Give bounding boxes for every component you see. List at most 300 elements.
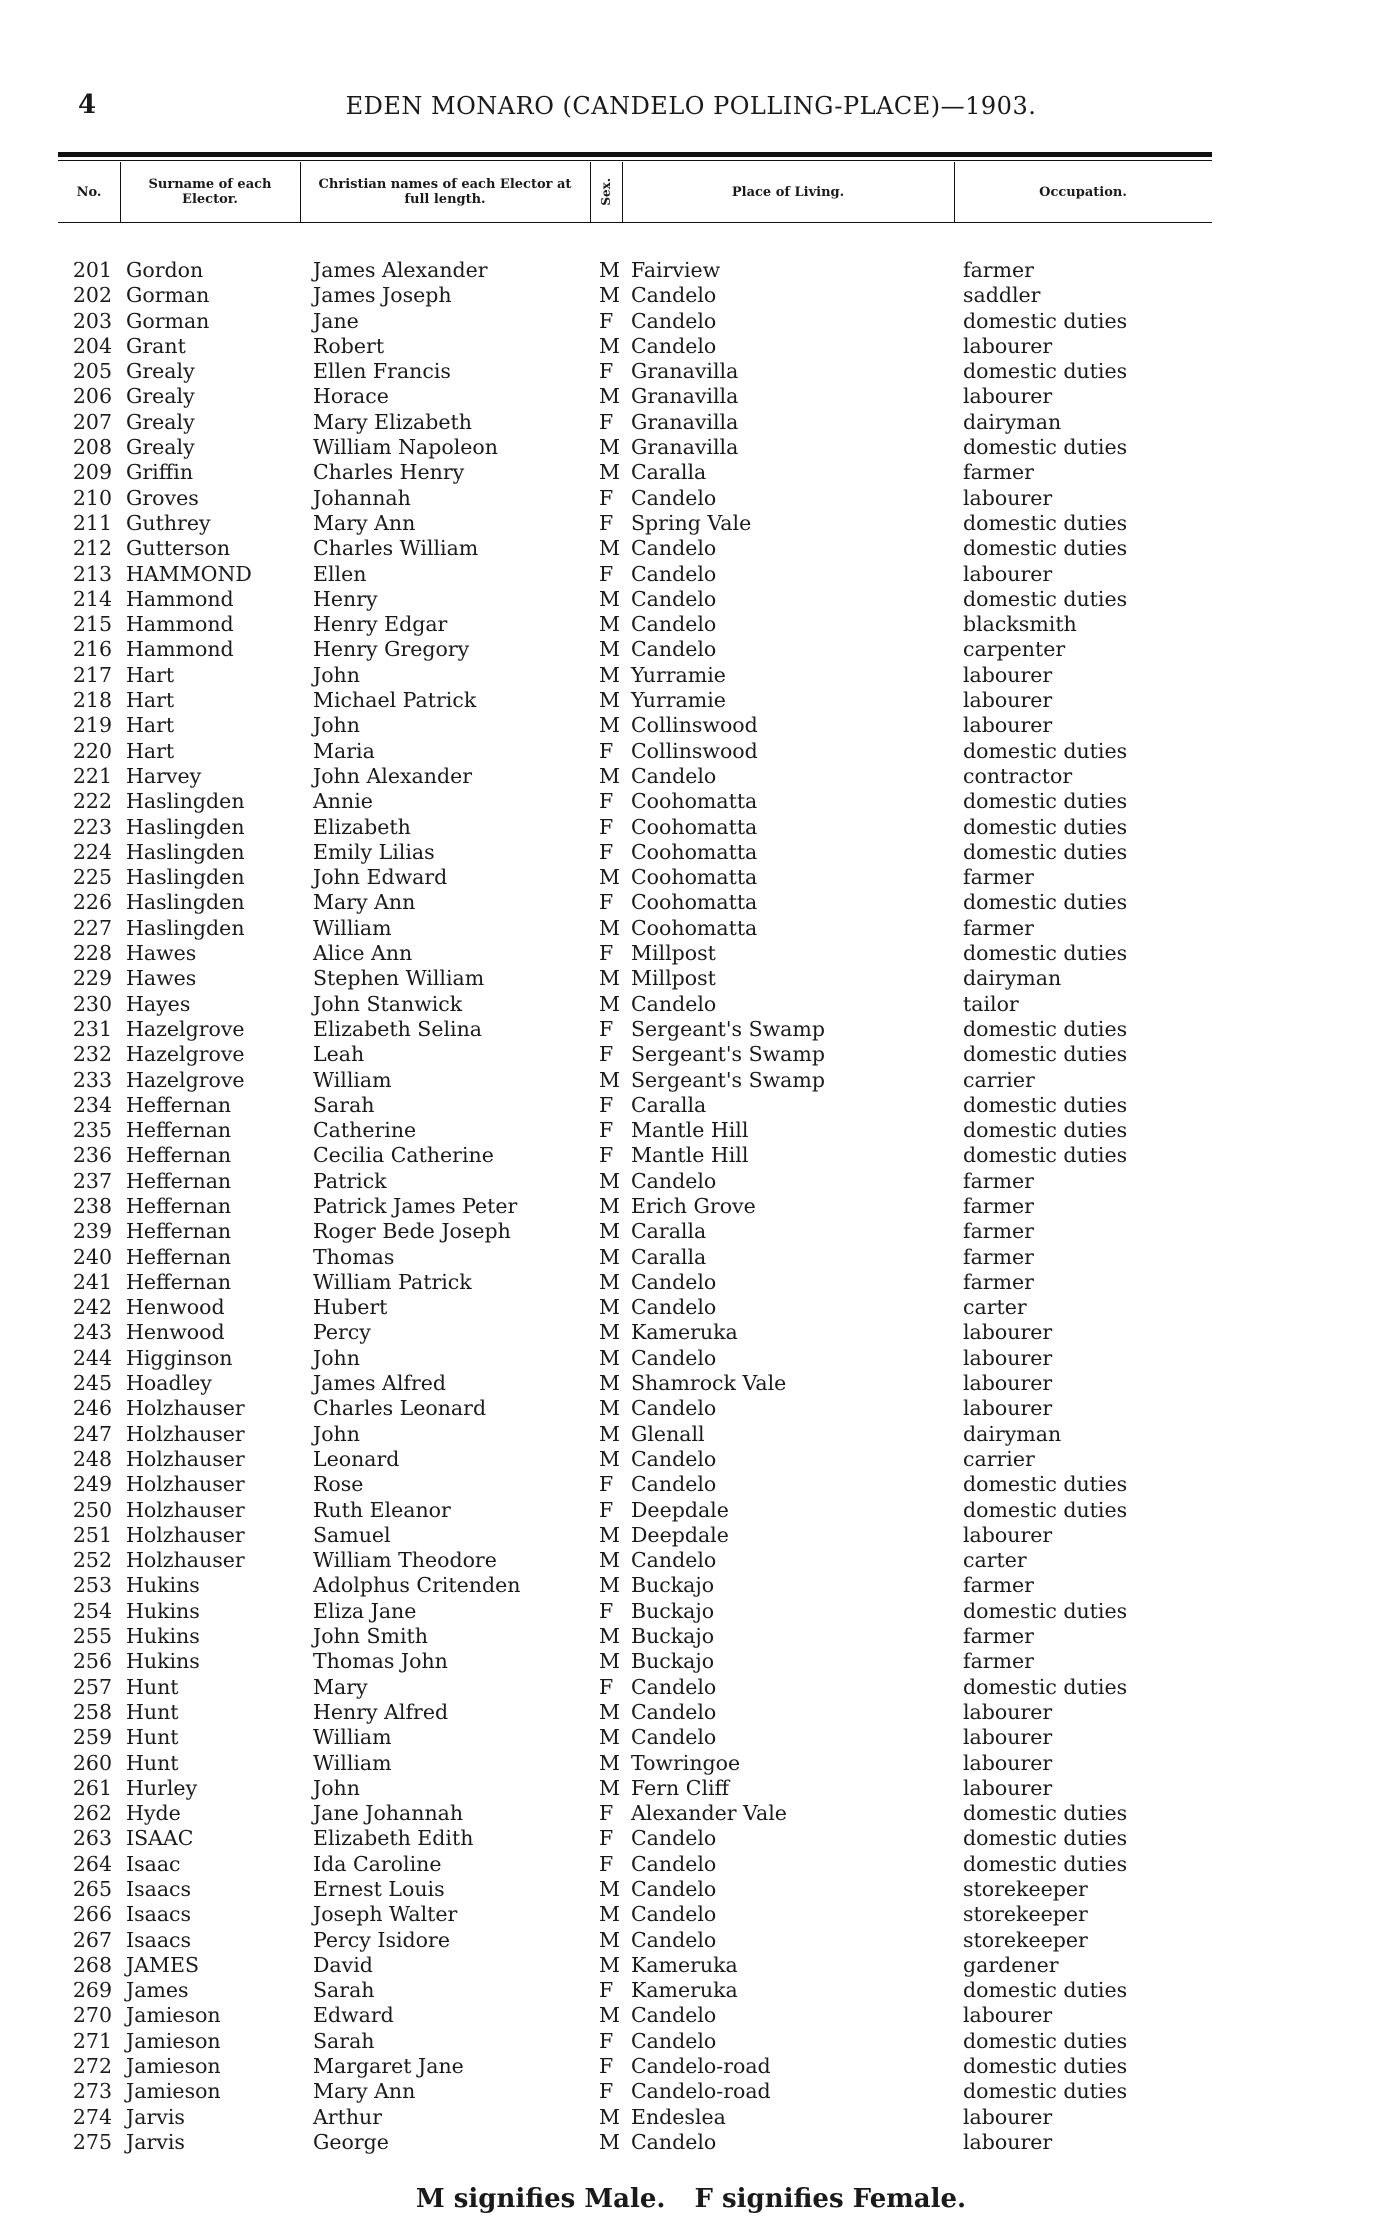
elector-surname: Holzhauser: [126, 1446, 245, 1471]
elector-occupation: labourer: [963, 384, 1053, 409]
elector-christian-names: James Alexander: [313, 258, 488, 282]
elector-number: 275: [72, 2129, 112, 2154]
elector-number: 201: [72, 258, 112, 282]
elector-sex: F: [599, 738, 614, 763]
elector-number: 239: [72, 1219, 112, 1244]
elector-christian-names: Elizabeth Selina: [313, 1016, 483, 1041]
elector-occupation: saddler: [963, 283, 1041, 308]
elector-number: 216: [72, 637, 112, 662]
elector-christian-names: Percy: [313, 1320, 371, 1345]
elector-sex: M: [599, 1649, 620, 1674]
elector-place: Alexander Vale: [631, 1801, 787, 1826]
table-row: [58, 2105, 1212, 2130]
table-row: [58, 587, 1212, 612]
table-row: [58, 663, 1212, 688]
elector-number: 211: [72, 510, 112, 535]
elector-christian-names: Margaret Jane: [313, 2054, 464, 2079]
elector-christian-names: Thomas John: [313, 1649, 448, 1674]
table-row: [58, 1852, 1212, 1877]
elector-number: 245: [72, 1371, 112, 1396]
elector-christian-names: Emily Lilias: [313, 839, 435, 864]
elector-surname: Harvey: [126, 763, 202, 788]
table-row: [58, 1472, 1212, 1497]
elector-occupation: gardener: [963, 1952, 1059, 1977]
elector-number: 231: [72, 1016, 112, 1041]
elector-sex: M: [599, 1371, 620, 1396]
elector-sex: M: [599, 283, 620, 308]
elector-christian-names: Leah: [313, 1042, 365, 1067]
elector-christian-names: Charles Leonard: [313, 1396, 487, 1421]
elector-place: Sergeant's Swamp: [631, 1042, 825, 1067]
elector-christian-names: Charles William: [313, 536, 479, 561]
table-row: [58, 435, 1212, 460]
elector-sex: M: [599, 865, 620, 890]
elector-place: Endeslea: [631, 2104, 726, 2129]
elector-sex: M: [599, 384, 620, 409]
elector-occupation: domestic duties: [963, 2079, 1128, 2104]
elector-occupation: domestic duties: [963, 1826, 1128, 1851]
elector-surname: Holzhauser: [126, 1472, 245, 1497]
elector-sex: M: [599, 1168, 620, 1193]
elector-place: Erich Grove: [631, 1193, 756, 1218]
elector-occupation: labourer: [963, 1522, 1053, 1547]
elector-surname: Hunt: [126, 1725, 179, 1750]
elector-surname: Jamieson: [126, 2054, 221, 2079]
elector-christian-names: Ida Caroline: [313, 1851, 442, 1876]
elector-number: 267: [72, 1927, 112, 1952]
elector-place: Candelo: [631, 1548, 717, 1573]
elector-number: 230: [72, 991, 112, 1016]
elector-surname: Gorman: [126, 283, 210, 308]
table-row: [58, 1675, 1212, 1700]
elector-sex: M: [599, 1927, 620, 1952]
elector-number: 251: [72, 1522, 112, 1547]
elector-place: Granavilla: [631, 384, 739, 409]
elector-number: 265: [72, 1877, 112, 1901]
elector-occupation: farmer: [963, 460, 1034, 485]
table-row: [58, 2054, 1212, 2079]
header-sex-label: Sex.: [598, 178, 613, 206]
table-row: [58, 1751, 1212, 1776]
elector-christian-names: Alice Ann: [313, 941, 413, 966]
elector-surname: Heffernan: [126, 1244, 232, 1269]
elector-surname: Holzhauser: [126, 1497, 245, 1522]
elector-number: 228: [72, 941, 112, 966]
elector-number: 237: [72, 1168, 112, 1193]
table-row: [58, 1169, 1212, 1194]
elector-number: 226: [72, 890, 112, 915]
elector-surname: Hawes: [126, 941, 197, 966]
elector-place: Kameruka: [631, 1978, 738, 2003]
elector-surname: JAMES: [126, 1952, 200, 1977]
elector-place: Candelo: [631, 1345, 717, 1370]
elector-number: 271: [72, 2028, 112, 2053]
elector-sex: M: [599, 763, 620, 788]
elector-place: Fern Cliff: [631, 1775, 730, 1800]
elector-christian-names: Leonard: [313, 1446, 400, 1471]
elector-sex: M: [599, 688, 620, 713]
elector-occupation: domestic duties: [963, 586, 1128, 611]
elector-occupation: farmer: [963, 1649, 1034, 1674]
table-row: [58, 1953, 1212, 1978]
header-rule-thin: [58, 160, 1212, 161]
elector-number: 233: [72, 1067, 112, 1092]
elector-christian-names: Adolphus Critenden: [313, 1573, 521, 1598]
elector-sex: F: [599, 1497, 614, 1522]
elector-sex: M: [599, 1345, 620, 1370]
elector-occupation: domestic duties: [963, 1598, 1128, 1623]
elector-number: 224: [72, 839, 112, 864]
elector-surname: Isaacs: [126, 1927, 192, 1952]
table-row: [58, 1194, 1212, 1219]
elector-number: 262: [72, 1801, 112, 1826]
elector-number: 263: [72, 1826, 112, 1851]
table-row: [58, 562, 1212, 587]
elector-occupation: domestic duties: [963, 1143, 1128, 1168]
elector-surname: Hart: [126, 738, 175, 763]
table-row: [58, 536, 1212, 561]
elector-surname: Higginson: [126, 1345, 233, 1370]
elector-occupation: labourer: [963, 1320, 1053, 1345]
elector-sex: M: [599, 637, 620, 662]
elector-sex: F: [599, 789, 614, 814]
elector-christian-names: Patrick James Peter: [313, 1193, 518, 1218]
table-row: [58, 916, 1212, 941]
elector-christian-names: William: [313, 1067, 392, 1092]
table-row: [58, 309, 1212, 334]
elector-number: 270: [72, 2003, 112, 2028]
table-row: [58, 1498, 1212, 1523]
elector-occupation: carpenter: [963, 637, 1066, 662]
sex-legend: [0, 2184, 1382, 2214]
table-row: [58, 1245, 1212, 1270]
elector-christian-names: Sarah: [313, 1978, 375, 2003]
elector-sex: F: [599, 1978, 614, 2003]
elector-christian-names: John: [313, 1421, 360, 1446]
elector-place: Spring Vale: [631, 510, 752, 535]
elector-surname: Hazelgrove: [126, 1067, 245, 1092]
elector-number: 207: [72, 409, 112, 434]
table-row: [58, 1902, 1212, 1927]
elector-surname: Hukins: [126, 1649, 200, 1674]
elector-surname: Heffernan: [126, 1219, 232, 1244]
elector-number: 272: [72, 2054, 112, 2079]
elector-place: Candelo: [631, 991, 717, 1016]
table-row: [58, 1573, 1212, 1598]
elector-place: Coohomatta: [631, 789, 758, 814]
elector-place: Candelo: [631, 2129, 717, 2154]
elector-number: 255: [72, 1624, 112, 1649]
elector-sex: M: [599, 966, 620, 991]
table-row: [58, 1346, 1212, 1371]
elector-occupation: storekeeper: [963, 1927, 1088, 1952]
table-row: [58, 1928, 1212, 1953]
elector-surname: Jarvis: [126, 2129, 185, 2154]
elector-number: 258: [72, 1699, 112, 1724]
elector-occupation: farmer: [963, 1573, 1034, 1598]
elector-place: Candelo: [631, 763, 717, 788]
elector-surname: Guthrey: [126, 510, 211, 535]
elector-occupation: farmer: [963, 1193, 1034, 1218]
elector-occupation: domestic duties: [963, 738, 1128, 763]
elector-place: Fairview: [631, 258, 721, 282]
elector-occupation: labourer: [963, 333, 1053, 358]
elector-surname: Grealy: [126, 435, 195, 460]
table-row: [58, 890, 1212, 915]
elector-place: Deepdale: [631, 1522, 729, 1547]
elector-place: Candelo: [631, 1396, 717, 1421]
elector-surname: Hoadley: [126, 1371, 212, 1396]
elector-occupation: domestic duties: [963, 1016, 1128, 1041]
elector-sex: M: [599, 1699, 620, 1724]
elector-christian-names: Samuel: [313, 1522, 391, 1547]
table-row: [58, 1978, 1212, 2003]
elector-christian-names: William: [313, 1725, 392, 1750]
header-occupation: Occupation.: [1039, 184, 1127, 200]
elector-christian-names: John: [313, 662, 360, 687]
elector-surname: Haslingden: [126, 814, 245, 839]
elector-surname: ISAAC: [126, 1826, 194, 1851]
elector-sex: F: [599, 890, 614, 915]
elector-sex: F: [599, 359, 614, 384]
elector-sex: F: [599, 2028, 614, 2053]
elector-place: Candelo: [631, 283, 717, 308]
elector-christian-names: Ernest Louis: [313, 1877, 445, 1901]
elector-surname: Hart: [126, 713, 175, 738]
elector-surname: Jarvis: [126, 2104, 185, 2129]
elector-place: Kameruka: [631, 1320, 738, 1345]
elector-surname: Holzhauser: [126, 1548, 245, 1573]
elector-sex: M: [599, 1446, 620, 1471]
elector-place: Sergeant's Swamp: [631, 1016, 825, 1041]
table-row: [58, 1523, 1212, 1548]
elector-sex: M: [599, 1573, 620, 1598]
elector-place: Candelo: [631, 1269, 717, 1294]
elector-sex: M: [599, 2129, 620, 2154]
table-row: [58, 283, 1212, 308]
elector-occupation: labourer: [963, 1699, 1053, 1724]
elector-surname: Gutterson: [126, 536, 231, 561]
elector-occupation: farmer: [963, 865, 1034, 890]
table-row: [58, 384, 1212, 409]
table-row: [58, 865, 1212, 890]
elector-sex: M: [599, 2104, 620, 2129]
elector-sex: F: [599, 409, 614, 434]
elector-sex: M: [599, 1952, 620, 1977]
elector-sex: F: [599, 1118, 614, 1143]
table-row: [58, 1017, 1212, 1042]
elector-number: 227: [72, 915, 112, 940]
elector-occupation: domestic duties: [963, 941, 1128, 966]
elector-surname: Grealy: [126, 359, 195, 384]
elector-sex: M: [599, 2003, 620, 2028]
elector-occupation: labourer: [963, 561, 1053, 586]
elector-surname: Hawes: [126, 966, 197, 991]
page-header: [0, 90, 1382, 130]
table-row: [58, 637, 1212, 662]
elector-surname: Griffin: [126, 460, 194, 485]
elector-place: Buckajo: [631, 1573, 715, 1598]
elector-occupation: farmer: [963, 1244, 1034, 1269]
elector-place: Candelo: [631, 1295, 717, 1320]
elector-place: Granavilla: [631, 359, 739, 384]
elector-occupation: domestic duties: [963, 2028, 1128, 2053]
elector-sex: F: [599, 814, 614, 839]
elector-sex: M: [599, 1320, 620, 1345]
elector-place: Candelo: [631, 1699, 717, 1724]
table-row: [58, 815, 1212, 840]
elector-place: Candelo: [631, 1168, 717, 1193]
elector-christian-names: Ellen: [313, 561, 367, 586]
elector-surname: Holzhauser: [126, 1522, 245, 1547]
elector-place: Candelo: [631, 1902, 717, 1927]
elector-place: Granavilla: [631, 435, 739, 460]
elector-sex: F: [599, 485, 614, 510]
elector-christian-names: Henry Alfred: [313, 1699, 449, 1724]
elector-christian-names: William: [313, 1750, 392, 1775]
table-row: [58, 1068, 1212, 1093]
table-row: [58, 258, 1212, 283]
table-row: [58, 1877, 1212, 1902]
elector-sex: F: [599, 1016, 614, 1041]
elector-christian-names: John: [313, 713, 360, 738]
elector-christian-names: Sarah: [313, 1092, 375, 1117]
elector-occupation: domestic duties: [963, 1851, 1128, 1876]
elector-occupation: labourer: [963, 713, 1053, 738]
elector-christian-names: Mary Ann: [313, 2079, 416, 2104]
elector-sex: F: [599, 1042, 614, 1067]
elector-sex: M: [599, 1548, 620, 1573]
elector-place: Coohomatta: [631, 814, 758, 839]
elector-christian-names: Eliza Jane: [313, 1598, 417, 1623]
table-row: [58, 992, 1212, 1017]
elector-surname: Heffernan: [126, 1092, 232, 1117]
elector-occupation: carrier: [963, 1067, 1035, 1092]
elector-surname: Jamieson: [126, 2079, 221, 2104]
elector-christian-names: Arthur: [313, 2104, 383, 2129]
elector-surname: Jamieson: [126, 2003, 221, 2028]
elector-christian-names: Ruth Eleanor: [313, 1497, 451, 1522]
header-no: No.: [76, 184, 102, 200]
elector-surname: Hammond: [126, 586, 234, 611]
table-row: [58, 511, 1212, 536]
elector-number: 257: [72, 1674, 112, 1699]
elector-surname: Hart: [126, 662, 175, 687]
elector-place: Buckajo: [631, 1598, 715, 1623]
elector-number: 254: [72, 1598, 112, 1623]
elector-place: Caralla: [631, 1092, 707, 1117]
elector-surname: Gordon: [126, 258, 204, 282]
elector-christian-names: Horace: [313, 384, 389, 409]
elector-sex: F: [599, 1851, 614, 1876]
elector-occupation: labourer: [963, 1396, 1053, 1421]
elector-christian-names: Stephen William: [313, 966, 485, 991]
table-row: [58, 941, 1212, 966]
elector-surname: Hazelgrove: [126, 1016, 245, 1041]
table-row: [58, 1270, 1212, 1295]
elector-occupation: labourer: [963, 2129, 1053, 2154]
elector-surname: Haslingden: [126, 865, 245, 890]
elector-sex: F: [599, 2079, 614, 2104]
elector-christian-names: William Patrick: [313, 1269, 472, 1294]
elector-occupation: domestic duties: [963, 1497, 1128, 1522]
elector-surname: Hyde: [126, 1801, 181, 1826]
elector-christian-names: David: [313, 1952, 373, 1977]
table-row: [58, 764, 1212, 789]
elector-place: Candelo: [631, 2028, 717, 2053]
elector-surname: Hukins: [126, 1598, 200, 1623]
elector-number: 225: [72, 865, 112, 890]
elector-number: 203: [72, 308, 112, 333]
elector-christian-names: Michael Patrick: [313, 688, 477, 713]
elector-christian-names: John: [313, 1345, 360, 1370]
elector-christian-names: Cecilia Catherine: [313, 1143, 494, 1168]
table-row: [58, 460, 1212, 485]
elector-occupation: domestic duties: [963, 1092, 1128, 1117]
elector-christian-names: Johannah: [313, 485, 411, 510]
elector-occupation: domestic duties: [963, 2054, 1128, 2079]
elector-number: 202: [72, 283, 112, 308]
elector-number: 256: [72, 1649, 112, 1674]
elector-occupation: labourer: [963, 2104, 1053, 2129]
elector-christian-names: Percy Isidore: [313, 1927, 450, 1952]
elector-place: Candelo: [631, 1725, 717, 1750]
elector-sex: F: [599, 2054, 614, 2079]
elector-number: 253: [72, 1573, 112, 1598]
elector-surname: Haslingden: [126, 789, 245, 814]
elector-occupation: domestic duties: [963, 890, 1128, 915]
elector-christian-names: Henry Edgar: [313, 612, 448, 637]
page-title: EDEN MONARO (CANDELO POLLING-PLACE)—1903.: [345, 92, 1037, 120]
elector-sex: M: [599, 1624, 620, 1649]
table-row: [58, 1649, 1212, 1674]
elector-sex: M: [599, 1067, 620, 1092]
elector-occupation: farmer: [963, 1624, 1034, 1649]
elector-number: 242: [72, 1295, 112, 1320]
elector-number: 261: [72, 1775, 112, 1800]
elector-surname: Haslingden: [126, 915, 245, 940]
elector-occupation: labourer: [963, 1371, 1053, 1396]
elector-place: Candelo: [631, 637, 717, 662]
table-row: [58, 1801, 1212, 1826]
elector-number: 269: [72, 1978, 112, 2003]
elector-surname: Grant: [126, 333, 186, 358]
elector-sex: M: [599, 1902, 620, 1927]
elector-place: Millpost: [631, 966, 716, 991]
table-row: [58, 1042, 1212, 1067]
elector-place: Coohomatta: [631, 839, 758, 864]
elector-place: Candelo-road: [631, 2054, 771, 2079]
table-row: [58, 840, 1212, 865]
elector-christian-names: Mary Ann: [313, 890, 416, 915]
legend-female: F signifies Female.: [694, 2184, 967, 2214]
elector-christian-names: William Napoleon: [313, 435, 498, 460]
elector-christian-names: Annie: [313, 789, 373, 814]
elector-christian-names: Robert: [313, 333, 385, 358]
elector-number: 212: [72, 536, 112, 561]
elector-number: 250: [72, 1497, 112, 1522]
elector-place: Glenall: [631, 1421, 705, 1446]
elector-sex: M: [599, 1193, 620, 1218]
elector-number: 273: [72, 2079, 112, 2104]
elector-number: 215: [72, 612, 112, 637]
table-row: [58, 410, 1212, 435]
elector-sex: M: [599, 1219, 620, 1244]
elector-occupation: domestic duties: [963, 1042, 1128, 1067]
elector-surname: Jamieson: [126, 2028, 221, 2053]
table-row: [58, 1320, 1212, 1345]
elector-christian-names: John Alexander: [313, 763, 473, 788]
